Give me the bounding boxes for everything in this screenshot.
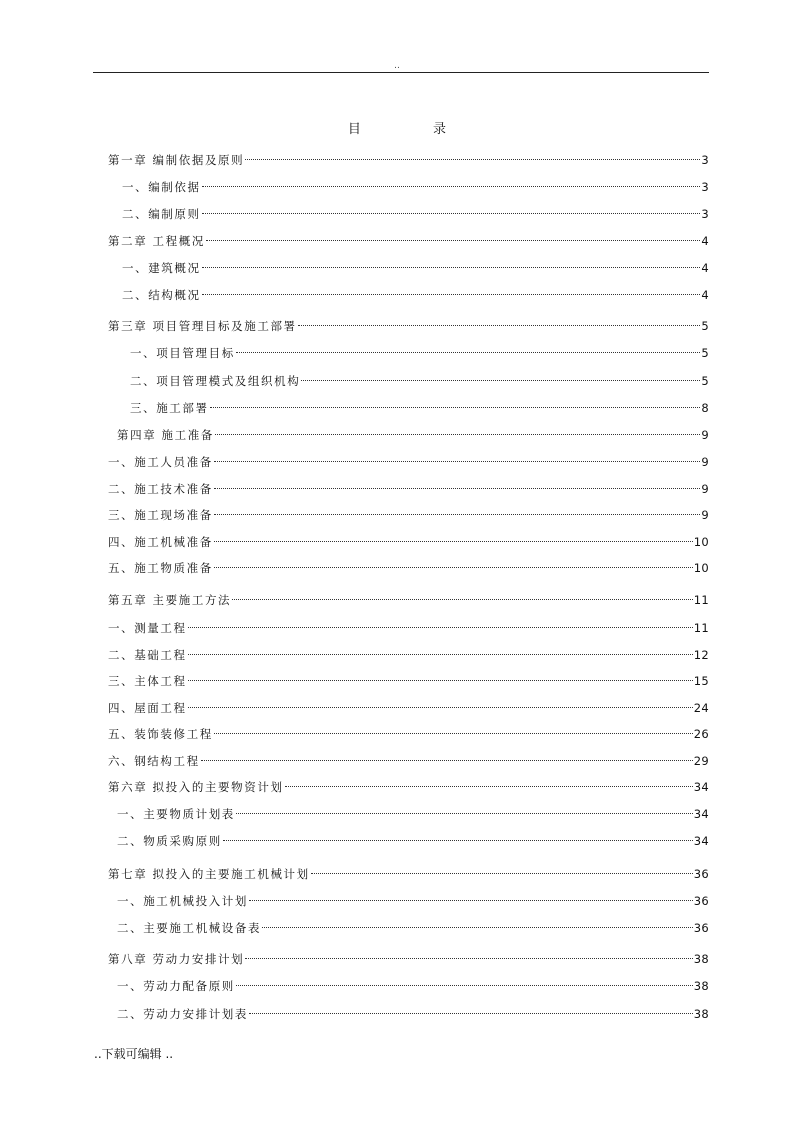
toc-entry-leader — [301, 380, 700, 381]
toc-entry-page: 3 — [701, 180, 709, 194]
toc-entry-page: 36 — [693, 894, 709, 908]
toc-entry-page: 26 — [693, 727, 709, 741]
toc-entry-label: 二、编制原则 — [122, 207, 201, 221]
toc-entry[interactable] — [117, 1006, 709, 1022]
toc-entry[interactable] — [122, 287, 709, 303]
toc-entry-page: 10 — [693, 561, 709, 575]
toc-entry-leader — [188, 654, 693, 655]
toc-entry-page: 11 — [693, 621, 709, 635]
toc-entry-label: 二、项目管理模式及组织机构 — [130, 374, 301, 388]
toc-entry[interactable] — [108, 866, 709, 882]
toc-entry[interactable] — [108, 233, 709, 249]
toc-entry[interactable] — [117, 833, 709, 849]
toc-entry[interactable] — [108, 507, 709, 523]
toc-entry[interactable] — [108, 726, 709, 742]
toc-entry-leader — [215, 434, 700, 435]
toc-entry-label: 第六章 拟投入的主要物资计划 — [108, 780, 284, 794]
toc-entry-leader — [236, 813, 693, 814]
toc-entry-leader — [285, 786, 693, 787]
toc-entry-label: 五、装饰装修工程 — [108, 727, 213, 741]
toc-entry[interactable] — [108, 560, 709, 576]
toc-entry[interactable] — [122, 260, 709, 276]
toc-entry[interactable] — [108, 951, 709, 967]
toc-entry[interactable] — [108, 753, 709, 769]
toc-entry[interactable] — [108, 481, 709, 497]
toc-entry[interactable] — [117, 893, 709, 909]
toc-entry[interactable] — [122, 206, 709, 222]
toc-entry-page: 34 — [693, 807, 709, 821]
toc-entry-page: 38 — [693, 952, 709, 966]
toc-entry-label: 一、项目管理目标 — [130, 346, 235, 360]
toc-entry[interactable] — [117, 427, 709, 443]
toc-entry[interactable] — [122, 179, 709, 195]
toc-entry-label: 第三章 项目管理目标及施工部署 — [108, 319, 297, 333]
toc-entry-page: 24 — [693, 701, 709, 715]
toc-entry-page: 38 — [693, 1007, 709, 1021]
toc-entry-page: 11 — [693, 593, 709, 607]
toc-entry-leader — [298, 325, 701, 326]
toc-entry-page: 3 — [701, 153, 709, 167]
toc-entry-page: 5 — [701, 319, 709, 333]
toc-entry-leader — [214, 514, 701, 515]
toc-entry-page: 3 — [701, 207, 709, 221]
toc-entry-label: 三、施工部署 — [130, 401, 209, 415]
toc-entry-leader — [206, 240, 700, 241]
toc-entry-label: 一、测量工程 — [108, 621, 187, 635]
toc-entry-label: 二、施工技术准备 — [108, 482, 213, 496]
toc-entry-label: 五、施工物质准备 — [108, 561, 213, 575]
toc-entry-leader — [236, 352, 701, 353]
toc-entry-leader — [202, 294, 701, 295]
toc-entry-leader — [223, 840, 693, 841]
toc-entry[interactable] — [108, 152, 709, 168]
toc-entry-label: 四、施工机械准备 — [108, 535, 213, 549]
toc-entry-page: 12 — [693, 648, 709, 662]
toc-entry-label: 六、钢结构工程 — [108, 754, 200, 768]
toc-entry-page: 4 — [701, 288, 709, 302]
toc-entry-leader — [201, 760, 693, 761]
toc-entry-page: 38 — [693, 979, 709, 993]
toc-entry-label: 第八章 劳动力安排计划 — [108, 952, 245, 966]
toc-entry-leader — [245, 159, 700, 160]
toc-entry-page: 4 — [701, 261, 709, 275]
toc-entry-leader — [188, 627, 693, 628]
toc-entry-leader — [214, 461, 701, 462]
toc-entry[interactable] — [130, 400, 709, 416]
toc-entry-label: 第五章 主要施工方法 — [108, 593, 232, 607]
toc-entry-label: 第二章 工程概况 — [108, 234, 205, 248]
toc-entry-leader — [236, 985, 693, 986]
toc-entry[interactable] — [117, 806, 709, 822]
toc-entry-page: 29 — [693, 754, 709, 768]
toc-entry-leader — [262, 927, 693, 928]
toc-entry[interactable] — [108, 454, 709, 470]
toc-entry[interactable] — [108, 318, 709, 334]
toc-entry-label: 一、施工机械投入计划 — [117, 894, 248, 908]
toc-entry-label: 一、劳动力配备原则 — [117, 979, 235, 993]
toc-entry[interactable] — [108, 673, 709, 689]
toc-entry-leader — [202, 213, 701, 214]
toc-entry-page: 9 — [701, 508, 709, 522]
header-mark: .. — [394, 61, 400, 71]
toc-entry-label: 四、屋面工程 — [108, 701, 187, 715]
toc-entry-leader — [214, 541, 693, 542]
toc-entry-leader — [202, 186, 701, 187]
toc-entry-label: 二、基础工程 — [108, 648, 187, 662]
toc-entry[interactable] — [108, 700, 709, 716]
toc-entry-page: 4 — [701, 234, 709, 248]
toc-entry[interactable] — [108, 592, 709, 608]
toc-entry-leader — [214, 733, 693, 734]
toc-entry[interactable] — [108, 534, 709, 550]
toc-entry[interactable] — [130, 373, 709, 389]
toc-entry-page: 15 — [693, 674, 709, 688]
toc-entry[interactable] — [108, 620, 709, 636]
toc-entry-leader — [188, 707, 693, 708]
toc-entry-label: 二、物质采购原则 — [117, 834, 222, 848]
toc-entry-leader — [188, 680, 693, 681]
toc-entry-label: 第四章 施工准备 — [117, 428, 214, 442]
toc-entry-page: 10 — [693, 535, 709, 549]
toc-entry-label: 一、建筑概况 — [122, 261, 201, 275]
toc-entry-leader — [202, 267, 701, 268]
toc-entry-leader — [311, 873, 693, 874]
toc-entry-label: 一、编制依据 — [122, 180, 201, 194]
toc-entry-label: 三、施工现场准备 — [108, 508, 213, 522]
toc-title: 目 录 — [347, 122, 481, 137]
toc-entry-label: 三、主体工程 — [108, 674, 187, 688]
toc-entry-label: 二、主要施工机械设备表 — [117, 921, 262, 935]
toc-entry-page: 34 — [693, 780, 709, 794]
toc-entry-label: 二、劳动力安排计划表 — [117, 1007, 248, 1021]
toc-entry-label: 二、结构概况 — [122, 288, 201, 302]
toc-entry-page: 36 — [693, 867, 709, 881]
toc-entry-label: 第一章 编制依据及原则 — [108, 153, 245, 167]
toc-entry-leader — [249, 900, 693, 901]
toc-entry-leader — [232, 599, 693, 600]
toc-entry-page: 34 — [693, 834, 709, 848]
toc-entry-label: 一、施工人员准备 — [108, 455, 213, 469]
toc-entry-page: 5 — [701, 346, 709, 360]
footer-text: ..下载可编辑 .. — [94, 1047, 174, 1061]
toc-entry-leader — [214, 488, 701, 489]
toc-entry-leader — [245, 958, 693, 959]
toc-entry-page: 9 — [701, 428, 709, 442]
toc-entry[interactable] — [108, 779, 709, 795]
toc-entry-page: 9 — [701, 455, 709, 469]
toc-entry-page: 36 — [693, 921, 709, 935]
toc-entry-page: 8 — [701, 401, 709, 415]
toc-entry-leader — [214, 567, 693, 568]
toc-entry-label: 一、主要物质计划表 — [117, 807, 235, 821]
toc-entry-leader — [249, 1013, 693, 1014]
toc-entry-page: 5 — [701, 374, 709, 388]
toc-entry-label: 第七章 拟投入的主要施工机械计划 — [108, 867, 310, 881]
toc-entry-leader — [210, 407, 701, 408]
toc-entry[interactable] — [117, 920, 709, 936]
toc-entry[interactable] — [130, 345, 709, 361]
toc-entry[interactable] — [117, 978, 709, 994]
toc-entry-page: 9 — [701, 482, 709, 496]
toc-entry[interactable] — [108, 647, 709, 663]
